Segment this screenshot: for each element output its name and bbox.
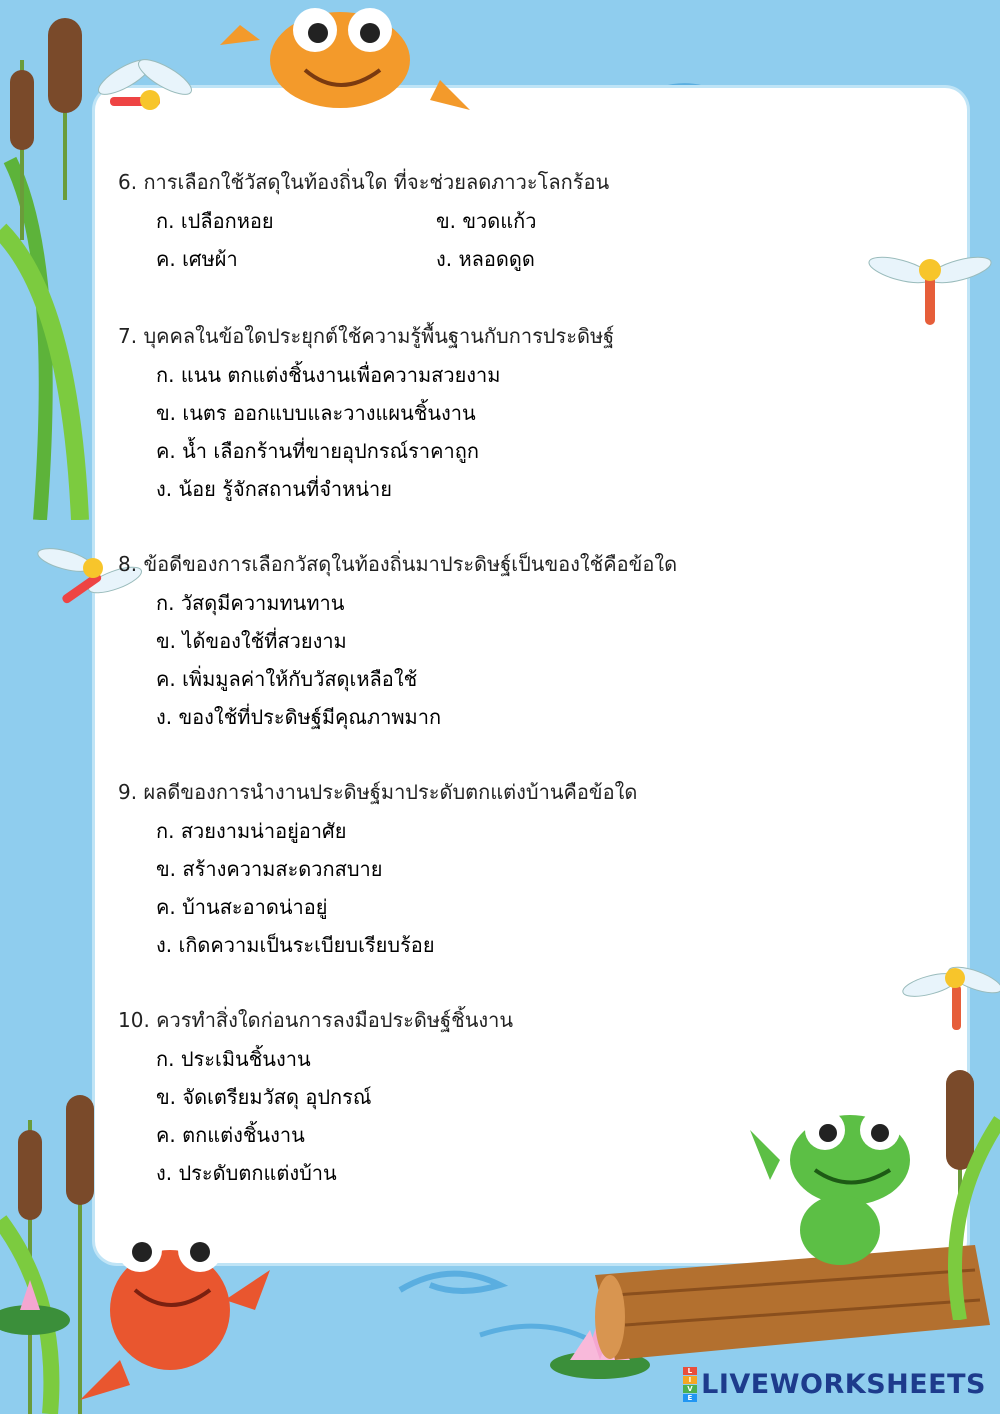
- question-8-option-a[interactable]: ก. วัสดุมีความทนทาน: [156, 591, 345, 615]
- question-9: [118, 778, 637, 806]
- question-6-text: 6. การเลือกใช้วัสดุในท้องถิ่นใด ที่จะช่วยลดภาวะโลกร้อน: [118, 170, 610, 194]
- question-6-option-b[interactable]: ข. ขวดแก้ว: [436, 209, 537, 233]
- question-10-option-a[interactable]: ก. ประเมินชิ้นงาน: [156, 1047, 311, 1071]
- question-7-option-d[interactable]: ง. น้อย รู้จักสถานที่จำหน่าย: [156, 477, 392, 501]
- question-10-option-d[interactable]: ง. ประดับตกแต่งบ้าน: [156, 1161, 337, 1185]
- question-8-text: 8. ข้อดีของการเลือกวัสดุในท้องถิ่นมาประดิษฐ์เป็นของใช้คือข้อใด: [118, 552, 678, 576]
- question-9-option-a[interactable]: ก. สวยงามน่าอยู่อาศัย: [156, 819, 347, 843]
- question-10: [118, 1006, 513, 1034]
- question-7-option-b[interactable]: ข. เนตร ออกแบบและวางแผนชิ้นงาน: [156, 401, 476, 425]
- question-6: [118, 168, 609, 196]
- question-8-option-b[interactable]: ข. ได้ของใช้ที่สวยงาม: [156, 629, 347, 653]
- question-6-option-d[interactable]: ง. หลอดดูด: [436, 247, 535, 271]
- question-6-option-a[interactable]: ก. เปลือกหอย: [156, 209, 274, 233]
- question-7: [118, 322, 614, 350]
- liveworksheets-logo[interactable]: [683, 1367, 986, 1402]
- dragonfly-icon: [900, 960, 1000, 1040]
- question-10-option-c[interactable]: ค. ตกแต่งชิ้นงาน: [156, 1123, 305, 1147]
- question-9-text: 9. ผลดีของการนำงานประดิษฐ์มาประดับตกแต่งบ้านคือข้อใด: [118, 780, 638, 804]
- question-6-option-c[interactable]: ค. เศษผ้า: [156, 247, 238, 271]
- question-7-text: 7. บุคคลในข้อใดประยุกต์ใช้ความรู้พื้นฐานกับการประดิษฐ์: [118, 324, 615, 348]
- green-frog-icon: [740, 1100, 930, 1275]
- question-9-option-c[interactable]: ค. บ้านสะอาดน่าอยู่: [156, 895, 328, 919]
- red-frog-icon: [60, 1210, 280, 1410]
- water-lily-icon: [0, 1260, 80, 1340]
- question-7-option-c[interactable]: ค. น้ำ เลือกร้านที่ขายอุปกรณ์ราคาถูก: [156, 439, 479, 463]
- liveworksheets-logo-text: LIVEWORKSHEETS: [701, 1369, 986, 1400]
- cattail-plant-icon: [920, 1060, 1000, 1320]
- question-10-option-b[interactable]: ข. จัดเตรียมวัสดุ อุปกรณ์: [156, 1085, 372, 1109]
- question-9-option-b[interactable]: ข. สร้างความสะดวกสบาย: [156, 857, 383, 881]
- liveworksheets-logo-mark-icon: L I V E: [683, 1367, 697, 1402]
- dragonfly-icon: [90, 52, 200, 132]
- question-8-option-c[interactable]: ค. เพิ่มมูลค่าให้กับวัสดุเหลือใช้: [156, 667, 418, 691]
- water-swirl: [400, 1274, 500, 1291]
- question-7-option-a[interactable]: ก. แนน ตกแต่งชิ้นงานเพื่อความสวยงาม: [156, 363, 501, 387]
- dragonfly-icon: [865, 250, 995, 330]
- question-8-option-d[interactable]: ง. ของใช้ที่ประดิษฐ์มีคุณภาพมาก: [156, 705, 442, 729]
- question-10-text: 10. ควรทำสิ่งใดก่อนการลงมือประดิษฐ์ชิ้นงาน: [118, 1008, 514, 1032]
- question-9-option-d[interactable]: ง. เกิดความเป็นระเบียบเรียบร้อย: [156, 933, 435, 957]
- orange-frog-icon: [220, 0, 480, 120]
- question-8: [118, 550, 677, 578]
